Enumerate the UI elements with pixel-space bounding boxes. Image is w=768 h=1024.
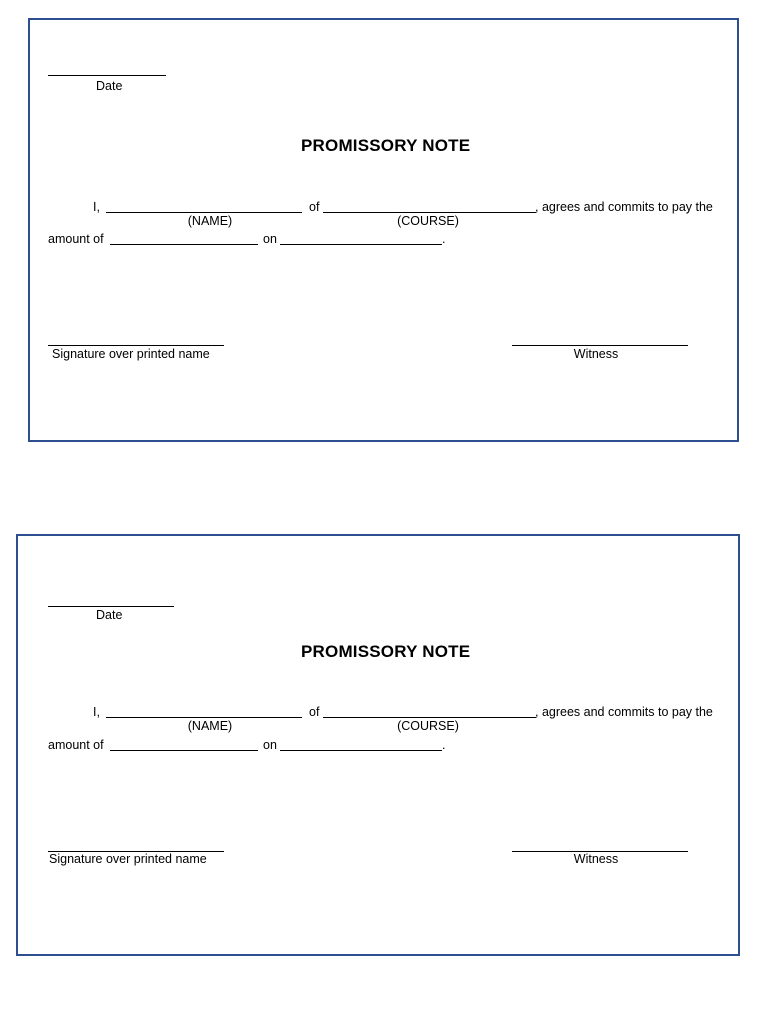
name-caption: (NAME) (187, 214, 233, 228)
course-input-line[interactable] (323, 717, 536, 718)
line1-suffix: , agrees and commits to pay the (535, 200, 713, 214)
date-input-line[interactable] (48, 75, 166, 76)
form-title: PROMISSORY NOTE (301, 136, 471, 155)
form-title: PROMISSORY NOTE (301, 642, 471, 661)
line1-prefix: I, (93, 200, 100, 214)
amount-on: on (263, 232, 277, 246)
date-label: Date (96, 608, 123, 622)
line1-prefix: I, (93, 705, 100, 719)
line1-suffix: , agrees and commits to pay the (535, 705, 713, 719)
line1-of: of (309, 200, 320, 214)
amount-on: on (263, 738, 277, 752)
name-input-line[interactable] (106, 212, 302, 213)
amount-input-line[interactable] (110, 750, 258, 751)
witness-label: Witness (573, 852, 619, 866)
name-caption: (NAME) (187, 719, 233, 733)
promissory-note-form-1 (28, 18, 739, 442)
amount-end: . (442, 232, 446, 246)
witness-label: Witness (573, 347, 619, 361)
date-label: Date (96, 79, 123, 93)
signature-label: Signature over printed name (52, 347, 210, 361)
line1-of: of (309, 705, 320, 719)
amount-prefix: amount of (48, 232, 104, 246)
amount-end: . (442, 738, 446, 752)
date-input-line[interactable] (48, 606, 174, 607)
signature-label: Signature over printed name (49, 852, 207, 866)
course-caption: (COURSE) (397, 214, 459, 228)
course-caption: (COURSE) (397, 719, 459, 733)
name-input-line[interactable] (106, 717, 302, 718)
witness-input-line[interactable] (512, 345, 688, 346)
due-date-input-line[interactable] (280, 244, 442, 245)
amount-input-line[interactable] (110, 244, 258, 245)
due-date-input-line[interactable] (280, 750, 442, 751)
course-input-line[interactable] (323, 212, 536, 213)
signature-input-line[interactable] (48, 345, 224, 346)
promissory-note-form-2 (16, 534, 740, 956)
amount-prefix: amount of (48, 738, 104, 752)
